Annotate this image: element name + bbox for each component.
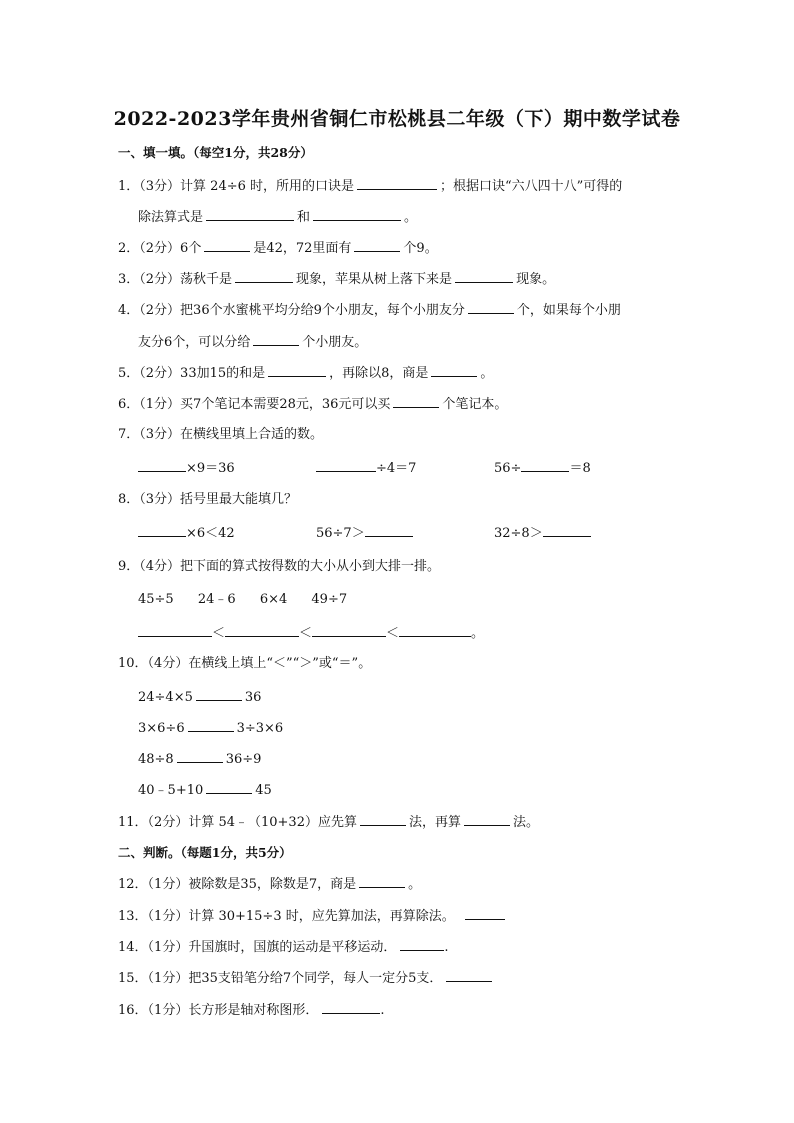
question-7-expr-2: ÷4＝7 xyxy=(316,457,416,479)
question-4-cont: 友分6个，可以分给 个小朋友。 xyxy=(138,331,367,353)
answer-blank[interactable] xyxy=(196,686,242,701)
question-4: 4．（2分）把36个水蜜桃平均分给9个小朋友，每个小朋友分 个，如果每个小朋 xyxy=(118,299,621,321)
question-11: 11．（2分）计算 54﹣（10+32）应先算 法，再算 法。 xyxy=(118,811,539,833)
question-1: 1．（3分）计算 24÷6 时，所用的口诀是 ；根据口诀“六八四十八”可得的 xyxy=(118,175,622,197)
question-10-row-4: 40﹣5+10 45 xyxy=(138,779,272,801)
question-8-expr-3: 32÷8＞ xyxy=(494,522,591,544)
answer-blank[interactable] xyxy=(543,522,591,537)
answer-blank[interactable] xyxy=(399,622,471,637)
answer-blank[interactable] xyxy=(360,811,406,826)
answer-blank[interactable] xyxy=(465,905,505,920)
question-7: 7．（3分）在横线里填上合适的数。 xyxy=(118,427,324,442)
answer-blank[interactable] xyxy=(206,206,294,221)
answer-blank[interactable] xyxy=(468,299,514,314)
question-16: 16．（1分）长方形是轴对称图形． . xyxy=(118,999,384,1021)
answer-blank[interactable] xyxy=(431,362,477,377)
answer-blank[interactable] xyxy=(225,622,299,637)
answer-blank[interactable] xyxy=(206,779,252,794)
page-title: 2022-2023学年贵州省铜仁市松桃县二年级（下）期中数学试卷 xyxy=(113,108,681,130)
question-8-expr-1: ×6＜42 xyxy=(138,522,235,544)
section-heading-judge: 二、判断。（每题1分，共5分） xyxy=(118,845,292,860)
question-3: 3．（2分）荡秋千是 现象，苹果从树上落下来是 现象。 xyxy=(118,268,555,290)
question-7-expr-1: ×9＝36 xyxy=(138,457,235,479)
answer-blank[interactable] xyxy=(354,237,400,252)
answer-blank[interactable] xyxy=(204,237,250,252)
expr: 49÷7 xyxy=(311,592,348,607)
answer-blank[interactable] xyxy=(253,331,299,346)
question-14: 14．（1分）升国旗时，国旗的运动是平移运动． . xyxy=(118,936,448,958)
answer-blank[interactable] xyxy=(188,717,234,732)
question-10-row-1: 24÷4×5 36 xyxy=(138,686,261,708)
question-5: 5．（2分）33加15的和是 ，再除以8，商是 。 xyxy=(118,362,493,384)
question-6: 6．（1分）买7个笔记本需要28元，36元可以买 个笔记本。 xyxy=(118,393,507,415)
question-10-row-2: 3×6÷6 3÷3×6 xyxy=(138,717,283,739)
answer-blank[interactable] xyxy=(138,522,186,537)
question-9-order: ＜ ＜ ＜ 。 xyxy=(138,622,484,644)
answer-blank[interactable] xyxy=(138,622,212,637)
answer-blank[interactable] xyxy=(357,175,437,190)
question-9: 9．（4分）把下面的算式按得数的大小从小到大排一排。 xyxy=(118,559,441,574)
question-1-cont: 除法算式是 和 。 xyxy=(138,206,417,228)
answer-blank[interactable] xyxy=(359,873,405,888)
answer-blank[interactable] xyxy=(177,748,223,763)
answer-blank[interactable] xyxy=(400,936,444,951)
answer-blank[interactable] xyxy=(312,622,386,637)
answer-blank[interactable] xyxy=(322,999,380,1014)
question-12: 12．（1分）被除数是35，除数是7，商是 。 xyxy=(118,873,421,895)
question-8-expr-2: 56÷7＞ xyxy=(316,522,413,544)
expr: 45÷5 xyxy=(138,592,174,607)
question-8: 8．（3分）括号里最大能填几？ xyxy=(118,492,298,507)
question-7-expr-3: 56÷ ＝8 xyxy=(494,457,591,479)
question-10: 10．（4分）在横线上填上“＜”“＞”或“＝”。 xyxy=(118,656,372,671)
answer-blank[interactable] xyxy=(268,362,326,377)
answer-blank[interactable] xyxy=(446,967,492,982)
answer-blank[interactable] xyxy=(235,268,293,283)
answer-blank[interactable] xyxy=(316,457,376,472)
question-13: 13．（1分）计算 30+15÷3 时，应先算加法，再算除法。 xyxy=(118,905,505,927)
question-9-expressions xyxy=(138,590,347,610)
answer-blank[interactable] xyxy=(138,457,186,472)
section-heading-fill: 一、填一填。（每空1分，共28分） xyxy=(118,145,313,160)
answer-blank[interactable] xyxy=(393,393,439,408)
question-15: 15．（1分）把35支铅笔分给7个同学，每人一定分5支． xyxy=(118,967,492,989)
answer-blank[interactable] xyxy=(455,268,513,283)
question-2: 2．（2分）6个 是42，72里面有 个9。 xyxy=(118,237,438,259)
answer-blank[interactable] xyxy=(365,522,413,537)
answer-blank[interactable] xyxy=(464,811,510,826)
expr: 24﹣6 xyxy=(197,592,236,607)
question-10-row-3: 48÷8 36÷9 xyxy=(138,748,261,770)
answer-blank[interactable] xyxy=(313,206,401,221)
expr: 6×4 xyxy=(259,592,288,607)
answer-blank[interactable] xyxy=(521,457,569,472)
